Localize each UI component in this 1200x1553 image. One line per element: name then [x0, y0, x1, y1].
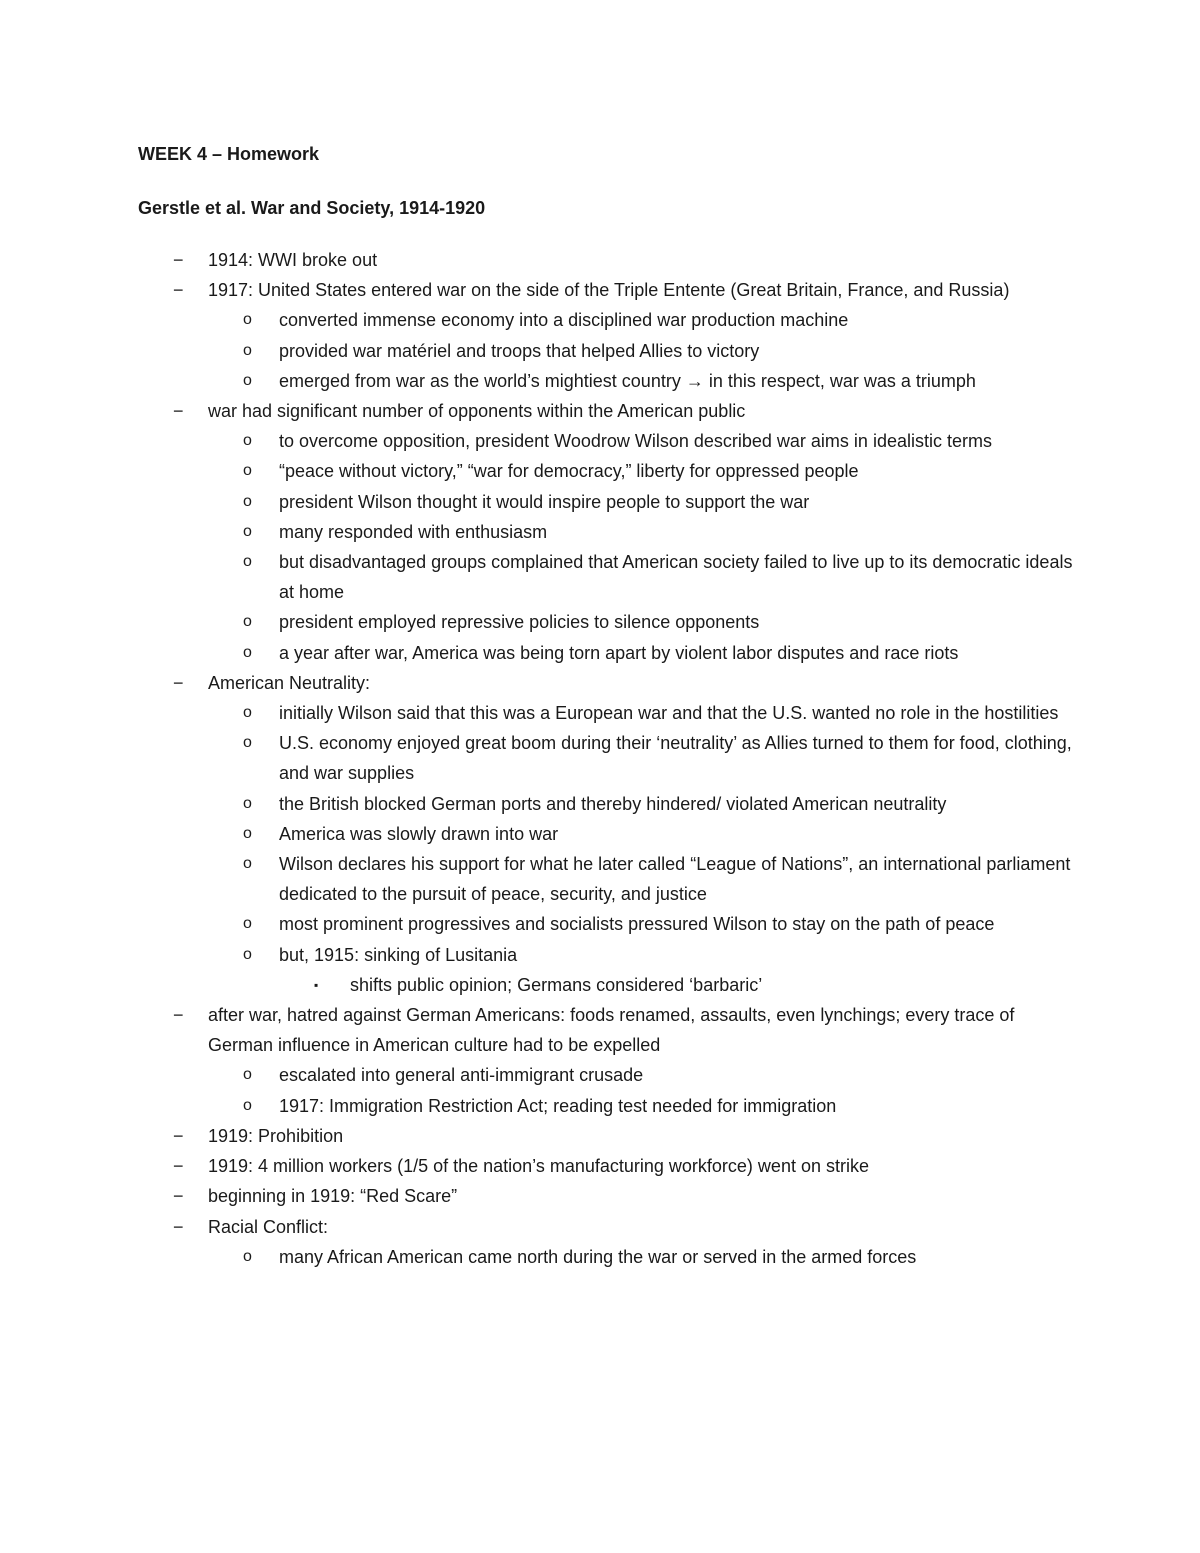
bullet-circle-icon: o [243, 734, 252, 752]
document-body [138, 139, 1078, 1272]
outline-item-level-2 [138, 547, 1078, 607]
bullet-circle-icon: o [243, 432, 252, 450]
outline-item-text: many responded with enthusiasm [279, 521, 548, 542]
outline-item-level-2 [138, 940, 1078, 970]
document-subtitle: Gerstle et al. War and Society, 1914-1920 [138, 198, 486, 218]
outline-item-level-1 [138, 1181, 1078, 1211]
outline-item-text: the British blocked German ports and thereby hindered/ violated American neutrality [279, 793, 947, 814]
outline-item-level-2 [138, 638, 1078, 668]
bullet-circle-icon: o [243, 824, 252, 842]
bullet-circle-icon: o [243, 855, 252, 873]
outline-item-text: American Neutrality: [208, 672, 371, 693]
bullet-circle-icon: o [243, 643, 252, 661]
outline-item-text: provided war matériel and troops that helped Allies to victory [279, 340, 760, 361]
outline-item-level-1 [138, 1121, 1078, 1151]
bullet-circle-icon: o [243, 794, 252, 812]
outline-item-text: 1917: United States entered war on the side of the Triple Entente (Great Britain, France, and Russia) [208, 280, 1010, 301]
outline-item-level-2 [138, 909, 1078, 939]
outline-item-level-3 [138, 970, 1078, 1000]
outline-item-text: many African American came north during the war or served in the armed forces [279, 1246, 917, 1267]
outline-item-text: escalated into general anti-immigrant crusade [279, 1065, 644, 1086]
outline-item-level-1 [138, 245, 1078, 275]
outline-item-level-2 [138, 607, 1078, 637]
outline-item-level-1 [138, 275, 1078, 305]
outline-item-text: Racial Conflict: [208, 1216, 329, 1237]
bullet-circle-icon: o [243, 1247, 252, 1265]
outline-item-text: 1919: 4 million workers (1/5 of the nation’s manufacturing workforce) went on strike [208, 1156, 869, 1177]
outline-item-level-2 [138, 487, 1078, 517]
outline-item-level-2 [138, 819, 1078, 849]
outline-item-text: shifts public opinion; Germans considered ‘barbaric’ [350, 974, 763, 995]
bullet-circle-icon: o [243, 613, 252, 631]
bullet-square-icon: ▪ [314, 977, 319, 992]
outline-item-text: president employed repressive policies to silence opponents [279, 612, 760, 633]
outline-item-text: a year after war, America was being torn apart by violent labor disputes and race riots [279, 642, 959, 663]
notes-outline [138, 245, 1078, 1272]
outline-item-text: after war, hatred against German Americans: foods renamed, assaults, even lynchings; every trace of German influence in American culture had to be expelled [208, 1005, 1015, 1056]
bullet-circle-icon: o [243, 915, 252, 933]
outline-item-text: beginning in 1919: “Red Scare” [208, 1186, 458, 1207]
bullet-circle-icon: o [243, 371, 252, 389]
outline-item-text: but, 1915: sinking of Lusitania [279, 944, 518, 965]
bullet-dash-icon: − [173, 1186, 184, 1207]
bullet-circle-icon: o [243, 704, 252, 722]
outline-item-level-2 [138, 698, 1078, 728]
outline-item-level-2 [138, 789, 1078, 819]
bullet-circle-icon: o [243, 522, 252, 540]
bullet-circle-icon: o [243, 1096, 252, 1114]
outline-item-text: America was slowly drawn into war [279, 823, 559, 844]
document-title: WEEK 4 – Homework [138, 144, 320, 164]
outline-item-text: to overcome opposition, president Woodrow Wilson described war aims in idealistic terms [279, 431, 992, 452]
outline-item-text: 1914: WWI broke out [208, 250, 378, 270]
bullet-dash-icon: − [173, 401, 184, 422]
bullet-dash-icon: − [173, 672, 184, 693]
outline-item-level-2 [138, 517, 1078, 547]
bullet-circle-icon: o [243, 341, 252, 359]
outline-item-text: “peace without victory,” “war for democracy,” liberty for oppressed people [279, 461, 859, 482]
bullet-circle-icon: o [243, 311, 252, 329]
outline-item-text: 1917: Immigration Restriction Act; reading test needed for immigration [279, 1095, 837, 1116]
outline-item-level-1 [138, 1212, 1078, 1242]
outline-item-text: U.S. economy enjoyed great boom during their ‘neutrality’ as Allies turned to them for food, clothing, and war supplies [279, 733, 1072, 784]
outline-item-level-2 [138, 336, 1078, 366]
outline-item-text: 1919: Prohibition [208, 1125, 344, 1146]
bullet-dash-icon: − [173, 1216, 184, 1237]
outline-item-level-1 [138, 668, 1078, 698]
bullet-dash-icon: − [173, 280, 184, 301]
bullet-circle-icon: o [243, 553, 252, 571]
outline-item-text: president Wilson thought it would inspire people to support the war [279, 491, 810, 512]
outline-item-text: war had significant number of opponents within the American public [208, 401, 746, 422]
bullet-dash-icon: − [173, 1005, 184, 1026]
bullet-circle-icon: o [243, 1066, 252, 1084]
outline-item-text: initially Wilson said that this was a European war and that the U.S. wanted no role in the hostilities [279, 703, 1059, 724]
outline-item-level-2 [138, 849, 1078, 909]
outline-item-level-1 [138, 1151, 1078, 1181]
outline-item-text: converted immense economy into a disciplined war production machine [279, 310, 849, 331]
bullet-circle-icon: o [243, 492, 252, 510]
outline-item-level-2 [138, 305, 1078, 335]
outline-item-level-2 [138, 366, 1078, 396]
outline-item-level-2 [138, 1242, 1078, 1272]
outline-item-text: most prominent progressives and socialists pressured Wilson to stay on the path of peace [279, 914, 995, 935]
outline-item-level-2 [138, 728, 1078, 788]
bullet-circle-icon: o [243, 945, 252, 963]
bullet-dash-icon: − [173, 1125, 184, 1146]
outline-item-level-1 [138, 396, 1078, 426]
outline-item-text: emerged from war as the world’s mightiest country → in this respect, war was a triumph [279, 370, 976, 391]
outline-item-level-2 [138, 456, 1078, 486]
outline-item-level-2 [138, 1091, 1078, 1121]
outline-item-level-2 [138, 426, 1078, 456]
outline-item-text: but disadvantaged groups complained that American society failed to live up to its democratic ideals at home [279, 552, 1073, 603]
bullet-dash-icon: − [173, 1156, 184, 1177]
outline-item-text: Wilson declares his support for what he later called “League of Nations”, an international parliament dedicated to the pursuit of peace, security, and justice [279, 854, 1071, 905]
outline-item-level-2 [138, 1060, 1078, 1090]
bullet-dash-icon: − [173, 250, 184, 270]
bullet-circle-icon: o [243, 462, 252, 480]
outline-item-level-1 [138, 1000, 1078, 1060]
